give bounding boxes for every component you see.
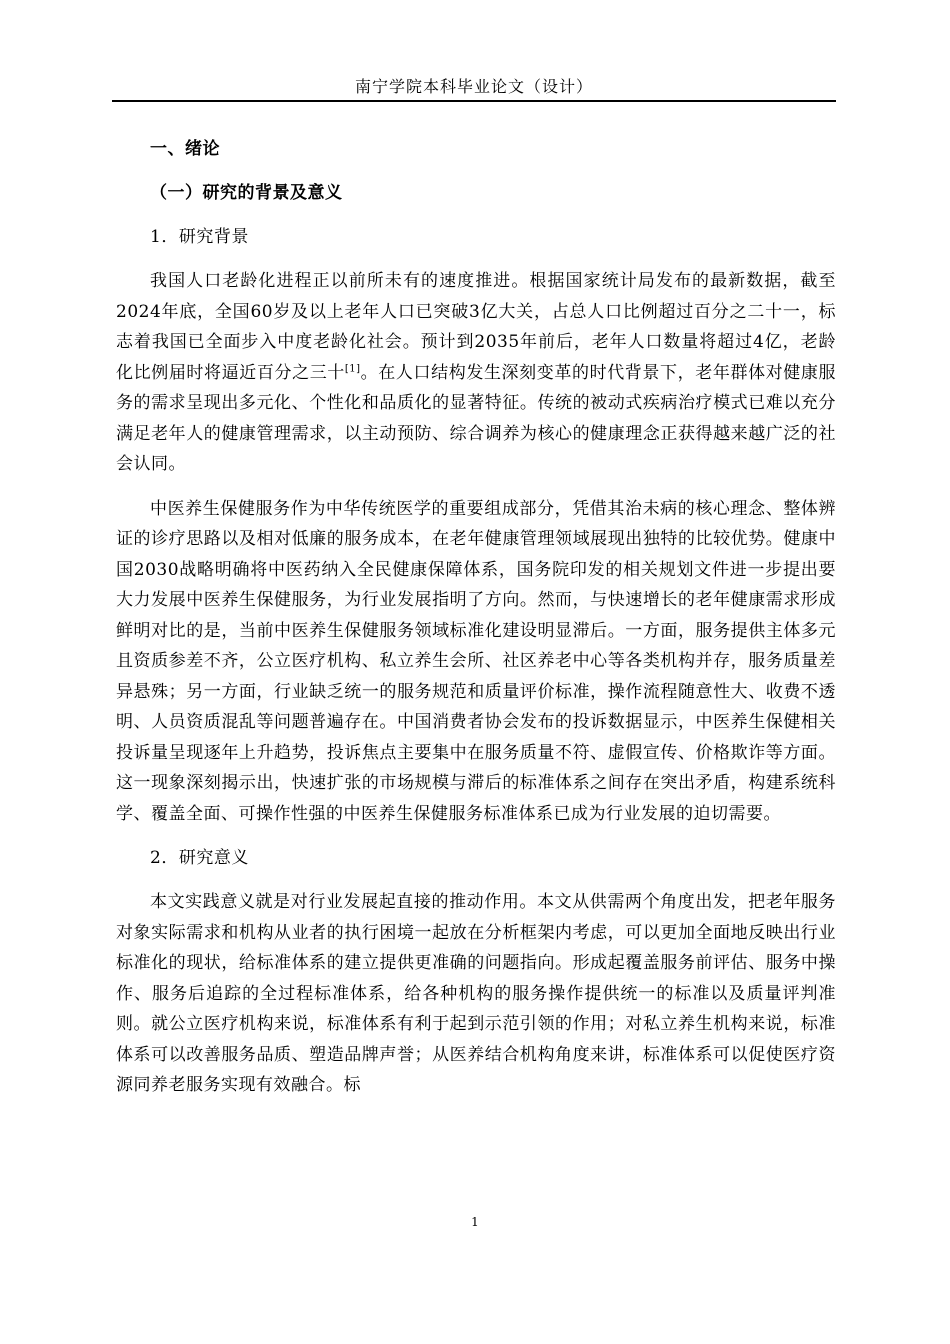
header-divider [112,100,836,102]
paragraph-significance-1: 本文实践意义就是对行业发展起直接的推动作用。本文从供需两个角度出发，把老年服务对象实际需求和机构从业者的执行困境一起放在分析框架内考虑，可以更加全面地反映出行业标准化的现状，给标准体系的建立提供更准确的问题指向。形成起覆盖服务前评估、服务中操作、服务后追踪的全过程标准体系，给各种机构的服务操作提供统一的标准以及质量评判准则。就公立医疗机构来说，标准体系有利于起到示范引领的作用；对私立养生机构来说，标准体系可以改善服务品质、塑造品牌声誉；从医养结合机构角度来讲，标准体系可以促使医疗资源同养老服务实现有效融合。标 [116,892,836,1095]
paragraph-text: 我国人口老龄化进程正以前所未有的速度推进。根据国家统计局发布的最新数据，截至2024年底，全国60岁及以上老年人口已突破3亿大关，占总人口比例超过百分之二十一，标志着我国已全面步入中度老龄化社会。预计到2035年前后，老年人口数量将超过4亿，老龄化比例届时将逼近百分之三十 [116,271,836,383]
page-number: 1 [471,1215,479,1229]
citation-marker: [1] [344,362,361,374]
subsection-heading-significance: 2．研究意义 [150,848,249,868]
paragraph-background-1 [116,266,836,480]
paragraph-background-2: 中医养生保健服务作为中华传统医学的重要组成部分，凭借其治未病的核心理念、整体辨证的诊疗思路以及相对低廉的服务成本，在老年健康管理领域展现出独特的比较优势。健康中国2030战略明确将中医药纳入全民健康保障体系，国务院印发的相关规划文件进一步提出要大力发展中医养生保健服务，为行业发展指明了方向。然而，与快速增长的老年健康需求形成鲜明对比的是，当前中医养生保健服务领域标准化建设明显滞后。一方面，服务提供主体多元且资质参差不齐，公立医疗机构、私立养生会所、社区养老中心等各类机构并存，服务质量差异悬殊；另一方面，行业缺乏统一的服务规范和质量评价标准，操作流程随意性大、收费不透明、人员资质混乱等问题普遍存在。中国消费者协会发布的投诉数据显示，中医养生保健相关投诉量呈现逐年上升趋势，投诉焦点主要集中在服务质量不符、虚假宣传、价格欺诈等方面。这一现象深刻揭示出，快速扩张的市场规模与滞后的标准体系之间存在突出矛盾，构建系统科学、覆盖全面、可操作性强的中医养生保健服务标准体系已成为行业发展的迫切需要。 [116,498,836,824]
page-header-title: 南宁学院本科毕业论文（设计） [354,77,593,96]
subsection-heading-background: 1．研究背景 [150,227,249,247]
document-body [116,134,836,1115]
section-heading: （一）研究的背景及意义 [150,183,343,203]
paragraph-text: 。在人口结构发生深刻变革的时代背景下，老年群体对健康服务的需求呈现出多元化、个性化和品质化的显著特征。传统的被动式疾病治疗模式已难以充分满足老年人的健康管理需求，以主动预防、综合调养为核心的健康理念正获得越来越广泛的社会认同。 [116,362,836,474]
chapter-heading: 一、绪论 [150,139,220,159]
